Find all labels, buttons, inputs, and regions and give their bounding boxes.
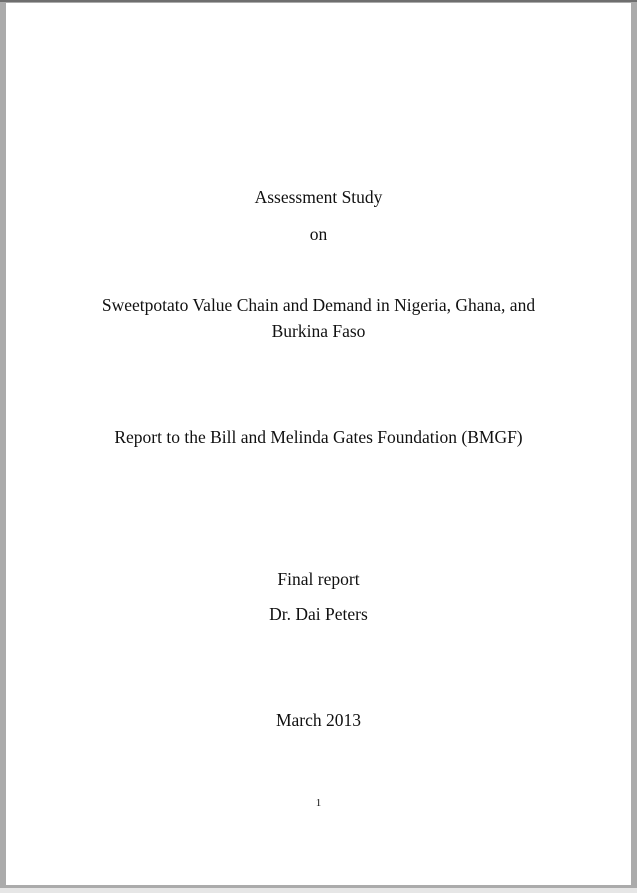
subject-line-2: Burkina Faso: [271, 321, 366, 341]
subject-line-1: Sweetpotato Value Chain and Demand in Nigeria, Ghana, and: [101, 295, 536, 315]
title-line-1: Assessment Study: [254, 187, 383, 207]
page-number: 1: [315, 797, 322, 809]
report-type: Final report: [277, 569, 360, 589]
date: March 2013: [275, 710, 362, 730]
title-line-2: on: [309, 224, 328, 244]
author: Dr. Dai Peters: [269, 604, 368, 624]
document-page: [6, 3, 631, 885]
report-recipient: Report to the Bill and Melinda Gates Foundation (BMGF): [114, 427, 523, 447]
